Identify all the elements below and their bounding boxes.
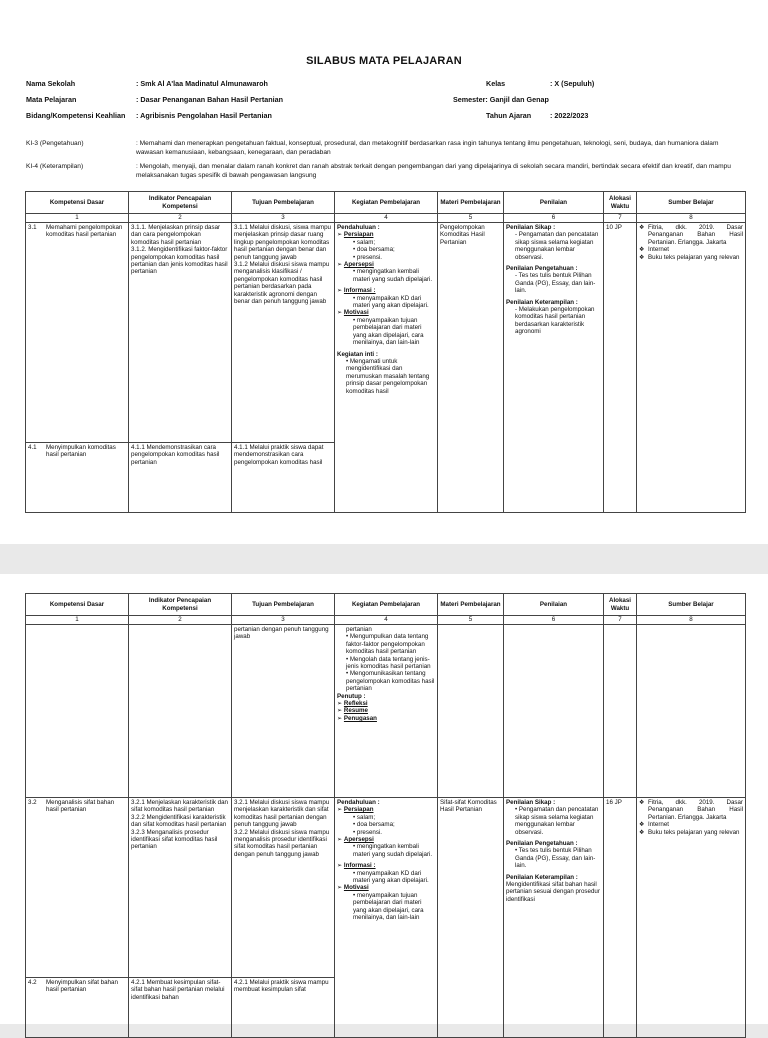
kegiatan-subheading: Informasi : <box>343 862 376 870</box>
arrow-icon: ➢ <box>337 884 343 892</box>
header-row <box>26 192 746 214</box>
dash-icon: - <box>515 231 518 239</box>
tujuan-item: 3.2.2 Melalui diskusi siswa mampu menganalisis prosedur identifikasi sifat komoditas hasil pertanian dengan penuh tanggung jawab <box>234 828 330 858</box>
bullet-icon: • <box>346 670 349 678</box>
kegiatan-heading: Kegiatan inti : <box>337 350 378 358</box>
kegiatan-item: pertanian <box>346 626 372 633</box>
header-penilaian: Penilaian <box>504 192 604 214</box>
sumber-cell <box>637 223 746 513</box>
ipk-item: 3.2.1 Menjelaskan karakteristik dan sifat komoditas hasil pertanian <box>131 799 228 814</box>
bullet-icon: • <box>346 655 349 663</box>
col-num: 3 <box>232 616 335 625</box>
kegiatan-subheading: Motivasi <box>343 884 369 892</box>
header-tujuan: Tujuan Pembelajaran <box>232 192 335 214</box>
bullet-icon: • <box>353 828 356 836</box>
bullet-icon: • <box>353 253 356 261</box>
alokasi-cell: 16 JP <box>604 798 637 1038</box>
header-alokasi: Alokasi Waktu <box>604 594 637 616</box>
arrow-icon: ➢ <box>337 309 343 317</box>
kegiatan-item: doa bersama; <box>356 821 395 829</box>
alokasi-cell <box>604 625 637 798</box>
diamond-icon: ❖ <box>639 828 645 836</box>
col-num: 3 <box>232 214 335 223</box>
bullet-icon: • <box>515 806 518 814</box>
penilaian-item: Pengamatan dan pencatatan sikap siswa selama kegiatan menggunakan lembar observasi. <box>515 806 599 836</box>
col-num: 2 <box>129 214 232 223</box>
kegiatan-subheading: Resume <box>343 707 368 715</box>
header-materi: Materi Pembelajaran <box>438 192 504 214</box>
kegiatan-item: salam; <box>356 813 376 821</box>
kegiatan-item: Mengamati untuk mengidentifikasi dan merumuskan masalah tentang prinsip dasar pengelompokan komoditas hasil <box>346 357 430 395</box>
bullet-icon: • <box>353 891 356 899</box>
class-label: Kelas <box>486 79 506 88</box>
arrow-icon: ➢ <box>337 231 343 239</box>
header-kd: Kompetensi Dasar <box>26 192 129 214</box>
bullet-icon: • <box>353 238 356 246</box>
tujuan-item: 3.1.1 Melalui diskusi, siswa mampu menjelaskan prinsip dasar ruang lingkup pengelompokan komoditas hasil pertanian dengan benar dan penuh tanggung jawab <box>234 224 331 261</box>
sumber-item: Buku teks pelajaran yang relevan <box>648 253 740 261</box>
ipk-item: 3.1.2. Mengidentifikasi faktor-faktor pengelompokan komoditas hasil pertanian dan jenis komoditas hasil pertanian <box>131 246 228 276</box>
header-ipk: Indikator Pencapaian Kompetensi <box>129 594 232 616</box>
bullet-icon: • <box>346 357 349 365</box>
field-value: : Agribisnis Pengolahan Hasil Pertanian <box>136 111 272 120</box>
col-num: 5 <box>438 616 504 625</box>
kegiatan-heading: Penutup : <box>337 692 366 700</box>
kegiatan-heading: Pendahuluan : <box>337 799 380 806</box>
kd-number: 4.1 <box>28 444 37 451</box>
kd-number: 4.2 <box>28 979 37 986</box>
tujuan-item: 3.2.1 Melalui diskusi siswa mampu menjelaskan karakteristik dan sifat komoditas hasil pertanian dengan penuh tanggung jawab <box>234 799 330 829</box>
penilaian-heading: Penilaian Pengetahuan : <box>506 265 578 273</box>
kegiatan-cell <box>335 798 438 1038</box>
diamond-icon: ❖ <box>639 799 645 806</box>
col-num: 6 <box>504 616 604 625</box>
column-number-row <box>26 214 746 223</box>
penilaian-heading: Penilaian Keterampilan : <box>506 298 578 306</box>
ipk-cell <box>129 223 232 443</box>
kegiatan-item: Mengomunikasikan tentang pengelompokan komoditas hasil pertanian <box>346 670 435 693</box>
dash-icon: - <box>515 272 518 280</box>
ki3-label: KI-3 (Pengetahuan) <box>26 140 84 147</box>
alokasi-cell: 10 JP <box>604 223 637 513</box>
kegiatan-item: presensi. <box>356 828 383 836</box>
sumber-item: Internet <box>648 821 669 829</box>
page-title: SILABUS MATA PELAJARAN <box>306 55 462 67</box>
class-value: : X (Sepuluh) <box>550 79 595 88</box>
kegiatan-cell <box>335 625 438 798</box>
bullet-icon: • <box>353 294 356 302</box>
ki3-text: : Memahami dan menerapkan pengetahuan faktual, konseptual, prosedural, dan metakognitif berdasarkan rasa ingin tahunya tentang ilmu pengetahuan, teknologi, seni, budaya, dan humaniora dalam wawasan kemanusiaan, kebangsaan, kenegaraan, dan peradaban <box>136 140 719 156</box>
penilaian-heading: Penilaian Pengetahuan : <box>506 840 578 848</box>
diamond-icon: ❖ <box>639 253 645 261</box>
header-kegiatan: Kegiatan Pembelajaran <box>335 594 438 616</box>
sumber-item: Internet <box>648 246 669 254</box>
ipk-item: 3.2.2 Mengidentifikasi karakteristik dan sifat komoditas hasil pertanian <box>131 813 227 829</box>
penilaian-item: Pengamatan dan pencatatan sikap siswa selama kegiatan menggunakan lembar observasi. <box>515 231 599 261</box>
bullet-icon: • <box>353 268 356 276</box>
tujuan-cell: 4.1.1 Melalui praktik siswa dapat mendemonstrasikan cara pengelompokan komoditas hasil <box>232 443 335 513</box>
kegiatan-subheading: Penugasan <box>343 714 377 722</box>
kd-number: 3.2 <box>28 799 37 806</box>
ipk-item: 3.2.3 Menganalisis prosedur identifikasi sifat komoditas hasil pertanian <box>131 828 218 851</box>
kegiatan-subheading: Apersepsi <box>343 836 374 844</box>
semester-label: Semester: Ganjil dan Genap <box>453 95 549 104</box>
diamond-icon: ❖ <box>639 821 645 829</box>
kegiatan-item: presensi. <box>356 253 383 261</box>
kegiatan-item: mengingatkan kembali materi yang sudah dipelajari. <box>353 843 433 858</box>
kd-text: Menganalisis sifat bahan hasil pertanian <box>46 799 115 814</box>
header-penilaian: Penilaian <box>504 594 604 616</box>
col-num: 4 <box>335 616 438 625</box>
col-num: 7 <box>604 616 637 625</box>
col-num: 6 <box>504 214 604 223</box>
bullet-icon: • <box>353 316 356 324</box>
sumber-cell <box>637 798 746 1038</box>
table-row <box>26 798 746 978</box>
subject-value: : Dasar Penanganan Bahan Hasil Pertanian <box>136 95 283 104</box>
arrow-icon: ➢ <box>337 707 343 715</box>
kegiatan-subheading: Persiapan <box>343 806 374 814</box>
header-sumber: Sumber Belajar <box>637 594 746 616</box>
header-row <box>26 594 746 616</box>
kegiatan-item: salam; <box>356 238 376 246</box>
arrow-icon: ➢ <box>337 261 343 269</box>
kegiatan-item: Mengolah data tentang jenis-jenis komoditas hasil pertanian <box>346 655 431 671</box>
header-tujuan: Tujuan Pembelajaran <box>232 594 335 616</box>
kegiatan-subheading: Persiapan <box>343 231 374 239</box>
kd-text: Memahami pengelompokan komoditas hasil pertanian <box>46 224 123 239</box>
diamond-icon: ❖ <box>639 246 645 254</box>
kegiatan-heading: Pendahuluan : <box>337 224 380 231</box>
col-num: 4 <box>335 214 438 223</box>
sumber-item: Fitria, dkk. 2019. Dasar Penanganan Bahan Hasil Pertanian. Erlangga. Jakarta <box>648 224 743 246</box>
tujuan-cell <box>232 223 335 443</box>
sumber-item: Fitria, dkk. 2019. Dasar Penanganan Bahan Hasil Pertanian. Erlangga. Jakarta <box>648 799 743 821</box>
diamond-icon: ❖ <box>639 224 645 231</box>
penilaian-heading: Penilaian Sikap : <box>506 799 556 806</box>
bullet-icon: • <box>353 869 356 877</box>
kd-cell <box>26 798 129 978</box>
arrow-icon: ➢ <box>337 714 343 722</box>
col-num: 7 <box>604 214 637 223</box>
sumber-cell <box>637 625 746 798</box>
arrow-icon: ➢ <box>337 700 343 708</box>
syllabus-page-2 <box>0 574 768 1024</box>
bullet-icon: • <box>353 246 356 254</box>
bullet-icon: • <box>515 847 518 855</box>
header-ipk: Indikator Pencapaian Kompetensi <box>129 192 232 214</box>
kd-number: 3.1 <box>28 224 37 231</box>
kd-cell <box>26 443 129 513</box>
penilaian-cell <box>504 625 604 798</box>
field-label: Bidang/Kompetensi Keahlian <box>26 111 126 120</box>
year-value: : 2022/2023 <box>550 111 589 120</box>
table-row <box>26 223 746 443</box>
materi-cell <box>438 625 504 798</box>
arrow-icon: ➢ <box>337 862 343 870</box>
kd-cell <box>26 625 129 798</box>
col-num: 8 <box>637 616 746 625</box>
penilaian-heading: Penilaian Sikap : <box>506 224 556 231</box>
ki4-text: : Mengolah, menyaji, dan menalar dalam ranah konkret dan ranah abstrak terkait dengan pengembangan dari yang dipelajarinya di sekolah secara mandiri, bertindak secara efektif dan kreatif, dan mampu melaksanakan tugas spesifik di bawah pengawasan langsung <box>136 163 731 179</box>
ipk-item: 3.1.1. Menjelaskan prinsip dasar dan cara pengelompokan komoditas hasil pertanian <box>131 224 221 246</box>
school-label: Nama Sekolah <box>26 79 76 88</box>
syllabus-table-1 <box>25 191 746 513</box>
penilaian-heading: Penilaian Keterampilan : <box>506 873 578 881</box>
tujuan-cell <box>232 798 335 978</box>
table-row <box>26 625 746 798</box>
bullet-icon: • <box>346 633 349 641</box>
penilaian-item: Tes tes tulis bentuk Pilihan Ganda (PG), Essay, dan lain-lain. <box>515 272 596 295</box>
bullet-icon: • <box>353 843 356 851</box>
materi-cell: Sifat-sifat Komoditas Hasil Pertanian <box>438 798 504 1038</box>
col-num: 1 <box>26 214 129 223</box>
header-materi: Materi Pembelajaran <box>438 594 504 616</box>
ipk-cell <box>129 625 232 798</box>
kegiatan-item: menyampaikan KD dari materi yang akan dipelajari. <box>353 294 429 310</box>
header-alokasi: Alokasi Waktu <box>604 192 637 214</box>
syllabus-table-2 <box>25 593 746 1038</box>
kd-text: Menyimpulkan sifat bahan hasil pertanian <box>46 979 118 994</box>
col-num: 8 <box>637 214 746 223</box>
dash-icon: - <box>515 306 518 314</box>
subject-label: Mata Pelajaran <box>26 95 77 104</box>
kegiatan-item: mengingatkan kembali materi yang sudah dipelajari. <box>353 268 433 283</box>
penilaian-item: Tes tes tulis bentuk Pilihan Ganda (PG), Essay, dan lain-lain. <box>515 847 596 870</box>
bullet-icon: • <box>353 821 356 829</box>
col-num: 5 <box>438 214 504 223</box>
tujuan-item: 3.1.2 Melalui diskusi siswa mampu menganalisis klasifikasi / pengelompokan komoditas hasil pertanian berdasarkan pada karakteristik agronomi dengan benar dan penuh tanggung jawab <box>234 261 330 306</box>
kegiatan-subheading: Refleksi <box>343 700 368 708</box>
ipk-cell: 4.1.1 Mendemonstrasikan cara pengelompokan komoditas hasil pertanian <box>129 443 232 513</box>
bullet-icon: • <box>353 813 356 821</box>
header-sumber: Sumber Belajar <box>637 192 746 214</box>
sumber-item: Buku teks pelajaran yang relevan <box>648 828 740 836</box>
kd-cell <box>26 978 129 1038</box>
kegiatan-item: menyampaikan tujuan pembelajaran dari materi yang akan dipelajari, cara menilainya, dan lain-lain <box>353 316 424 347</box>
penilaian-item: Mengidentifikasi sifat bahan hasil pertanian sesuai dengan prosedur identifikasi <box>506 881 600 903</box>
header-kd: Kompetensi Dasar <box>26 594 129 616</box>
penilaian-item: Melakukan pengelompokan komoditas hasil pertanian berdasarkan karakteristik agronomi <box>515 306 595 336</box>
kegiatan-item: doa bersama; <box>356 246 395 254</box>
arrow-icon: ➢ <box>337 806 343 814</box>
kegiatan-item: menyampaikan tujuan pembelajaran dari materi yang akan dipelajari, cara menilainya, dan lain-lain <box>353 891 424 922</box>
kd-cell <box>26 223 129 443</box>
tujuan-cell: pertanian dengan penuh tanggung jawab <box>232 625 335 798</box>
penilaian-cell <box>504 223 604 513</box>
materi-cell: Pengelompokan Komoditas Hasil Pertanian <box>438 223 504 513</box>
penilaian-cell <box>504 798 604 1038</box>
kegiatan-subheading: Informasi : <box>343 287 376 295</box>
kegiatan-item: menyampaikan KD dari materi yang akan dipelajari. <box>353 869 429 885</box>
col-num: 1 <box>26 616 129 625</box>
year-label: Tahun Ajaran <box>486 111 532 120</box>
ipk-cell: 4.2.1 Membuat kesimpulan sifat-sifat bahan hasil pertanian melalui identifikasi bahan <box>129 978 232 1038</box>
kegiatan-subheading: Motivasi <box>343 309 369 317</box>
kegiatan-item: Mengumpulkan data tentang faktor-faktor pengelompokan komoditas hasil pertanian <box>346 633 429 656</box>
kegiatan-cell <box>335 223 438 513</box>
ipk-cell <box>129 798 232 978</box>
ki4-label: KI-4 (Keterampilan) <box>26 163 84 170</box>
col-num: 2 <box>129 616 232 625</box>
kegiatan-subheading: Apersepsi <box>343 261 374 269</box>
arrow-icon: ➢ <box>337 836 343 844</box>
tujuan-cell: 4.2.1 Melalui praktik siswa mampu membuat kesimpulan sifat <box>232 978 335 1038</box>
school-value: : Smk Al A'laa Madinatul Almunawaroh <box>136 79 268 88</box>
kd-text: Menyimpulkan komoditas hasil pertanian <box>46 444 116 459</box>
column-number-row <box>26 616 746 625</box>
arrow-icon: ➢ <box>337 287 343 295</box>
header-kegiatan: Kegiatan Pembelajaran <box>335 192 438 214</box>
